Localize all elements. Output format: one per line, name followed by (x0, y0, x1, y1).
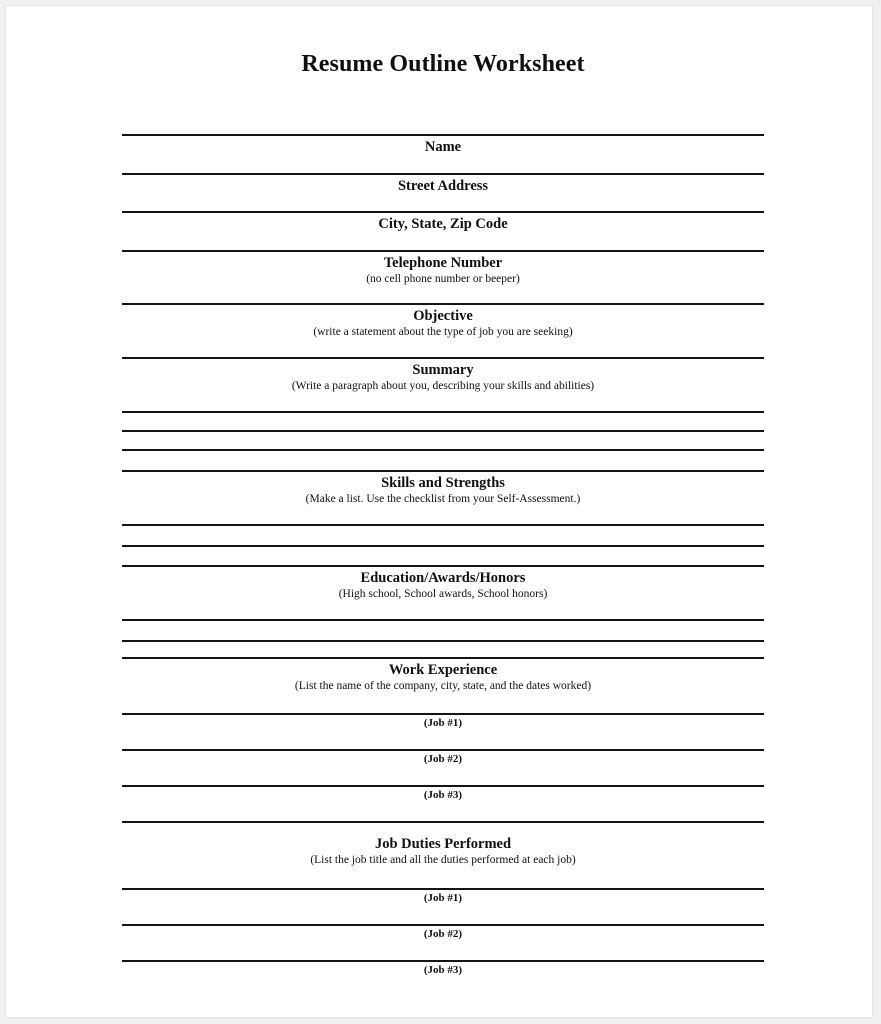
field-skills-hint: (Make a list. Use the checklist from your Self-Assessment.) (305, 493, 581, 505)
rule-skills (122, 470, 764, 472)
field-work-experience-hint: (List the name of the company, city, state, and the dates worked) (294, 680, 592, 692)
work-job-2-tag: (Job #2) (423, 753, 463, 765)
field-city-state-zip-title: City, State, Zip Code (378, 216, 508, 232)
field-telephone-hint: (no cell phone number or beeper) (366, 273, 520, 285)
rule-objective (122, 303, 764, 305)
field-name (122, 139, 764, 156)
rule-duties-job-1 (122, 888, 764, 890)
worksheet-page (5, 5, 873, 1018)
field-name-title: Name (424, 139, 462, 155)
writing-line-skills-1 (122, 524, 764, 526)
field-work-experience-title: Work Experience (388, 662, 498, 678)
rule-duties-job-3 (122, 960, 764, 962)
rule-summary (122, 357, 764, 359)
field-skills (122, 475, 764, 506)
writing-line-summary-2 (122, 430, 764, 432)
rule-name (122, 134, 764, 136)
writing-line-skills-2 (122, 545, 764, 547)
field-education-title: Education/Awards/Honors (360, 570, 526, 586)
field-telephone (122, 255, 764, 286)
writing-line-summary-3 (122, 449, 764, 451)
rule-city-state-zip (122, 211, 764, 213)
rule-work-job-3 (122, 785, 764, 787)
field-job-duties-hint: (List the job title and all the duties performed at each job) (310, 854, 576, 866)
writing-line-summary-1 (122, 411, 764, 413)
work-job-3-tag: (Job #3) (423, 789, 463, 801)
field-work-experience (122, 662, 764, 693)
page-title: Resume Outline Worksheet (301, 51, 585, 77)
rule-job-duties (122, 821, 764, 823)
field-objective-hint: (write a statement about the type of job you are seeking) (313, 326, 573, 338)
field-telephone-title: Telephone Number (383, 255, 503, 271)
rule-telephone (122, 250, 764, 252)
rule-duties-job-2 (122, 924, 764, 926)
field-job-duties (122, 836, 764, 867)
field-education (122, 570, 764, 601)
field-job-duties-title: Job Duties Performed (374, 836, 512, 852)
field-objective (122, 308, 764, 339)
rule-work-job-1 (122, 713, 764, 715)
rule-work-experience (122, 657, 764, 659)
field-summary-title: Summary (412, 362, 474, 378)
field-city-state-zip (122, 216, 764, 233)
duties-job-2-tag: (Job #2) (423, 928, 463, 940)
field-summary (122, 362, 764, 393)
field-objective-title: Objective (413, 308, 473, 324)
field-street-address-title: Street Address (397, 178, 489, 194)
duties-job-1-tag: (Job #1) (423, 892, 463, 904)
work-job-1-tag: (Job #1) (423, 717, 463, 729)
field-summary-hint: (Write a paragraph about you, describing your skills and abilities) (291, 380, 595, 392)
duties-job-3-tag: (Job #3) (423, 964, 463, 976)
field-education-hint: (High school, School awards, School honors) (338, 588, 548, 600)
rule-education (122, 565, 764, 567)
rule-work-job-2 (122, 749, 764, 751)
rule-street-address (122, 173, 764, 175)
field-street-address (122, 178, 764, 195)
field-skills-title: Skills and Strengths (381, 475, 505, 491)
writing-line-education-2 (122, 640, 764, 642)
writing-line-education-1 (122, 619, 764, 621)
